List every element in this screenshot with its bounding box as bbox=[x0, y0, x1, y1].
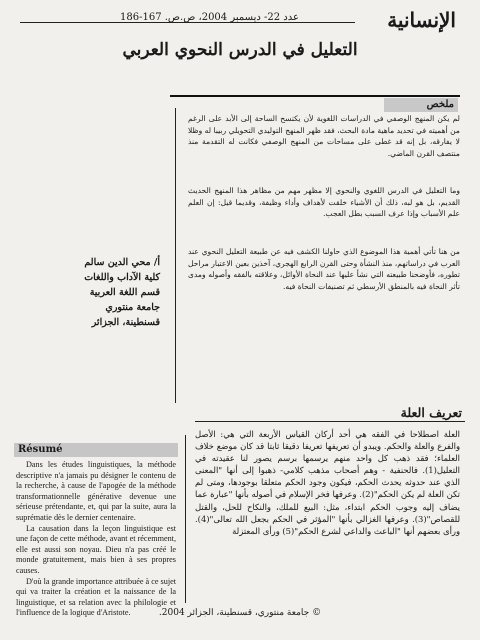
resume-label: Résumé bbox=[14, 443, 178, 457]
author-name: أ/ محي الدين سالم bbox=[84, 257, 160, 268]
resume-block bbox=[16, 460, 176, 619]
abstract-divider bbox=[175, 108, 176, 403]
resume-paragraph: La causation dans la leçon linguistique est une façon de cette méthode, avant et récemment, elle est aussi son noyau. Dieu n'a pas créé le monde gratuitement, mais bien à ses propres causes. bbox=[16, 523, 176, 575]
issue-line: عدد 22- ديسمبر 2004، ص.ص. 167-186 bbox=[120, 12, 299, 23]
author-block bbox=[20, 255, 160, 330]
resume-paragraph: Dans les études linguistiques, la méthode descriptive n'a jamais pu désigner le contenu de la recherche, à cause de l'apogée de la méthode transformationnelle générative devenue une sérieuse prétendante, et, qui par la suite, aura la suprématie dès le dernier centenaire. bbox=[16, 460, 176, 522]
journal-logo: الإنسانية bbox=[387, 8, 456, 32]
footer-copyright: © جامعة منتوري، قسنطينة، الجزائر 2004. bbox=[158, 608, 322, 618]
abstract-top-rule bbox=[170, 95, 460, 97]
section-rule bbox=[195, 421, 465, 422]
author-university: جامعة منتوري bbox=[105, 302, 160, 313]
abstract-paragraph: لم يكن المنهج الوصفي في الدراسات اللغوية لأن يكتسح الساحة إلى الأبد على الرغم من أهميته في تحديد ماهية مادة البحث، فقد ظهر المنهج التوليدي التحويلي ربيبا له وظلا لا يفارقه، بل إنه قد غطى على مساحات من المنهج الوصفي فكانت له التقدمة منذ منتصف القرن الماضي. bbox=[188, 114, 460, 158]
resume-divider bbox=[185, 435, 186, 603]
author-faculty: كلية الآداب واللغات bbox=[84, 272, 160, 283]
author-department: قسم اللغة العربية bbox=[89, 287, 160, 298]
section-heading: تعريف العلة bbox=[400, 405, 462, 420]
article-title: التعليل في الدرس النحوي العربي bbox=[122, 40, 358, 60]
resume-paragraph: D'où la grande importance attribuée à ce sujet qui va traiter la création et la naissance de la linguistique, et sa relation avec la philologie et l'influence de la logique d'Aristote. bbox=[16, 576, 176, 618]
abstract-paragraph: من هنا تأتي أهمية هذا الموضوع الذي حاولنا الكشف فيه عن طبيعة التعليل النحوي عند العرب في دراساتهم، منذ النشأة وحتى القرن الرابع الهجري، آخذين بعين الاعتبار مراحل تطوره، فأوضحنا طبيعته التي نشأ عليها عند النحاة الأوائل، وعلاقته بالفقه وأصوله ومدى تأثر النحاة فيه بالمنطق الأرسطي ثم تصنيفات النحاة فيه. bbox=[188, 247, 460, 291]
section-body: العلة اصطلاحا في الفقه هي أحد أركان القياس الأربعة التي هي: الأصل والفرع والعلة والحكم. ويبدو أن تعريفها تعريفا دقيقا ثابتا قد كان موضع خلاف العلماء؛ فقد ذهب كل واحد منهم يرسمها برسم يصور لنا عقيدته في التعليل(1). فالحنفية - وهم أصحاب مذهب كلامي- ذهبوا إلى أنها "المعنى الذي عند حدوثه يحدث الحكم، فيكون وجود الحكم متعلقا بوجودها، ومتى لم تكن العلة لم يكن الحكم"(2). وعرفها فخر الإسلام في أصوله بأنها "عبارة عما يضاف إليه وجوب الحكم ابتداء، مثل: البيع للملك، والنكاح للحل، والقتل للقصاص"(3). وعرفها الغزالي بأنها "المؤثر في الحكم بجعل الله تعالى"(4). ورأى بعضهم أنها "الباعث والداعي لشرع الحكم"(5) ورأى المعتزلة bbox=[195, 429, 460, 536]
abstract-label: ملخص bbox=[384, 98, 458, 112]
author-city: قسنطينة، الجزائر bbox=[91, 317, 160, 328]
abstract-paragraph: وما التعليل في الدرس اللغوي والنحوي إلا مظهر مهم من مظاهر هذا المنهج الحديث القديم، بل هو لبه، ذلك أن الأشياء خلقت لأهداف وأداء وظيفة، وقديما قيل: إن العلم علم الأسباب وإذا عرف السبب بطل العجب. bbox=[188, 186, 460, 219]
